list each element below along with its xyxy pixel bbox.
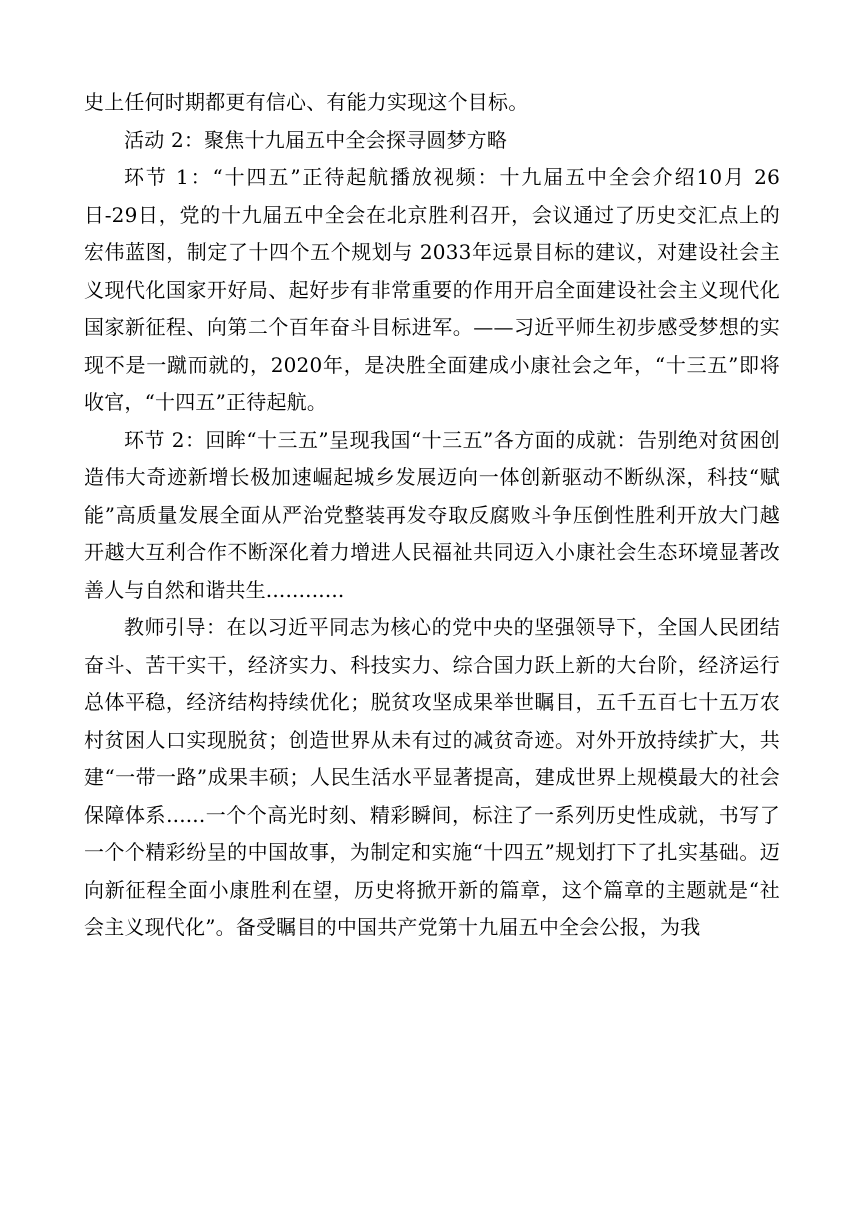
paragraph-activity-2: 活动 2：聚焦十九届五中全会探寻圆梦方略 [124,127,508,152]
paragraph-continuation: 史上任何时期都更有信心、有能力实现这个目标。 [84,90,529,114]
paragraph-step-1: 环节 1：“十四五”正待起航播放视频：十九届五中全会介绍10月 26日-29日，党的十九届五中全会在北京胜利召开，会议通过了历史交汇点上的宏伟蓝图，制定了十四个五个规划与 2033年远景目标的建议，对建设社会主义现代化国家开好局、起好步有非常重要的作用开启全面建设社会主义现代化国家新征程、向第二个百年奋斗目标进军。——习近平师生初步感受梦想的实现不是一蹴而就的，2020年，是决胜全面建成小康社会之年，“十三五”即将收官，“十四五”正待起航。 [84,165,780,414]
body-text [84,84,780,947]
paragraph-teacher-guidance: 教师引导：在以习近平同志为核心的党中央的坚强领导下，全国人民团结奋斗、苦干实干，经济实力、科技实力、综合国力跃上新的大台阶，经济运行总体平稳，经济结构持续优化；脱贫攻坚成果举世瞩目，五千五百七十五万农村贫困人口实现脱贫；创造世界从未有过的减贫奇迹。对外开放持续扩大，共建“一带一路”成果丰硕；人民生活水平显著提高，建成世界上规模最大的社会保障体系......一个个高光时刻、精彩瞬间，标注了一系列历史性成就，书写了一个个精彩纷呈的中国故事，为制定和实施“十四五”规划打下了扎实基础。迈向新征程全面小康胜利在望，历史将掀开新的篇章，这个篇章的主题就是“社会主义现代化”。备受瞩目的中国共产党第十九届五中全会公报，为我 [84,615,780,939]
paragraph-step-2: 环节 2：回眸“十三五”呈现我国“十三五”各方面的成就：告别绝对贫困创造伟大奇迹新增长极加速崛起城乡发展迈向一体创新驱动不断纵深，科技“赋能”高质量发展全面从严治党整装再发夺取反腐败斗争压倒性胜利开放大门越开越大互利合作不断深化着力增进人民福祉共同迈入小康社会生态环境显著改善人与自然和谐共生............ [84,427,780,602]
